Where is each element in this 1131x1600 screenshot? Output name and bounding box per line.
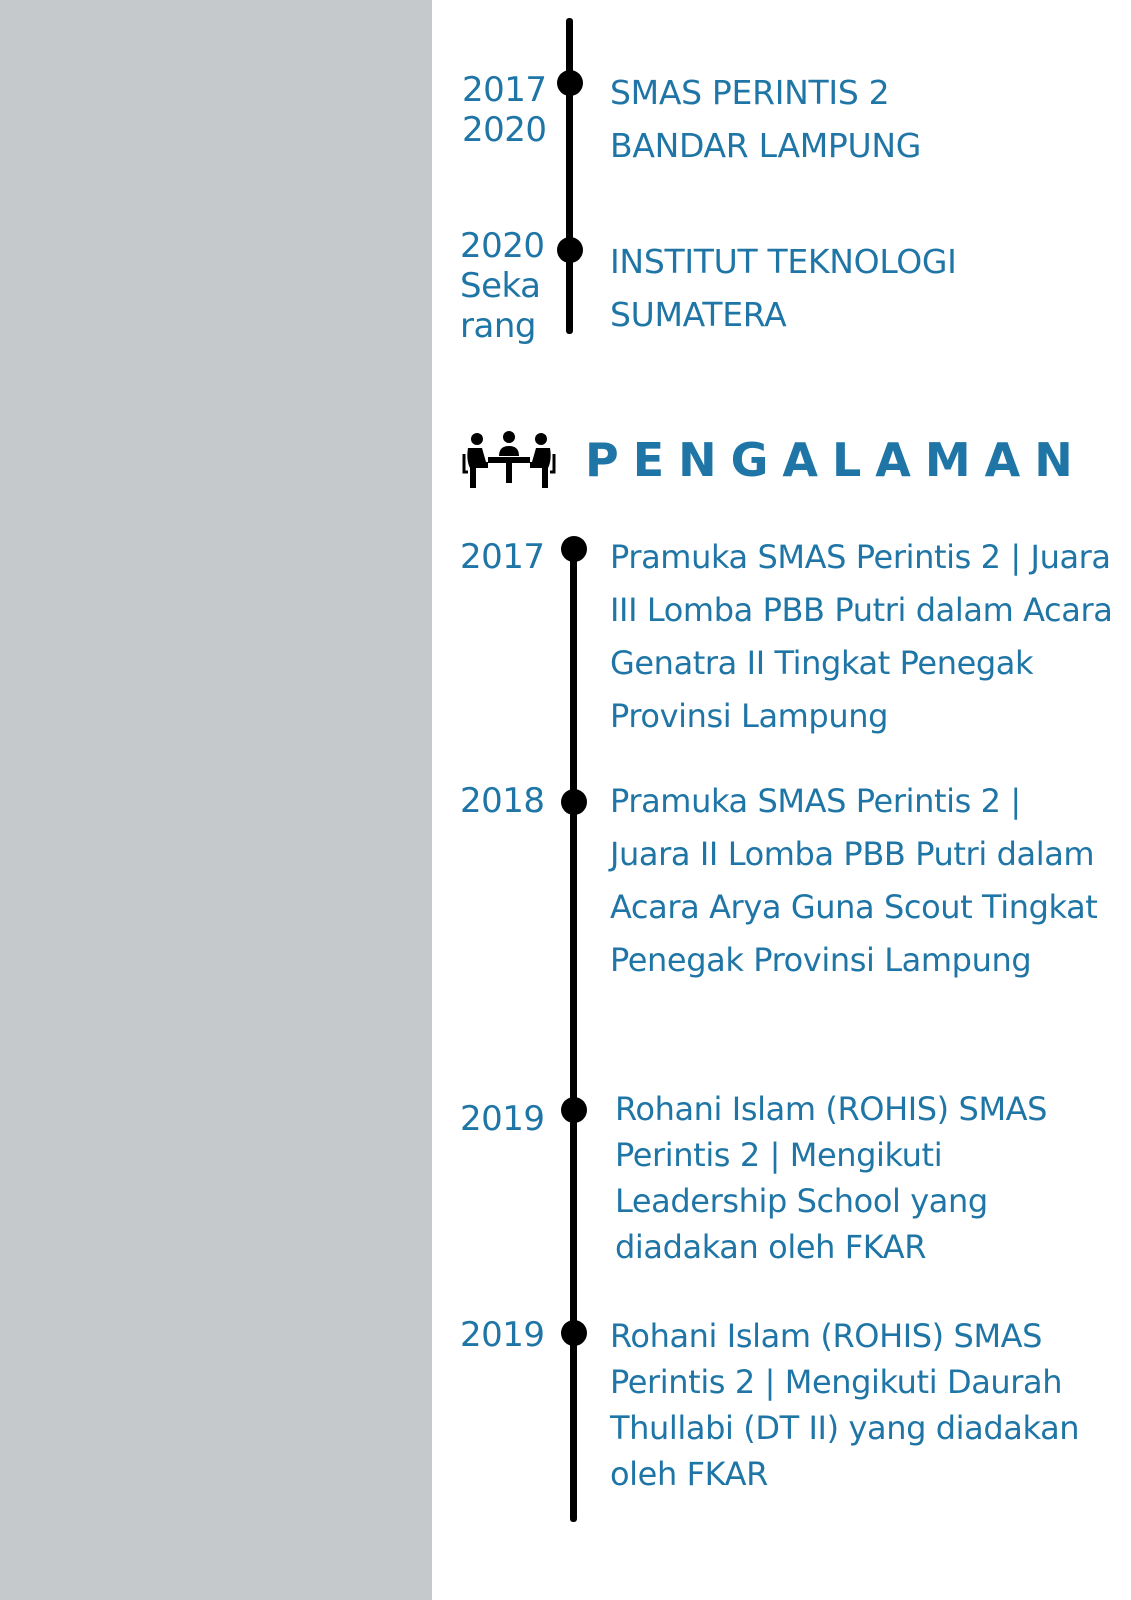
school-name-line: SUMATERA xyxy=(610,295,787,334)
experience-year: 2018 xyxy=(460,781,545,821)
school-name-line: SMAS PERINTIS 2 xyxy=(610,73,890,112)
experience-year: 2019 xyxy=(460,1315,545,1355)
experience-description: Pramuka SMAS Perintis 2 | Juara II Lomba PBB Putri dalam Acara Arya Guna Scout Tingkat Penegak Provinsi Lampung xyxy=(610,782,1098,979)
experience-year: 2017 xyxy=(460,537,545,577)
experience-timeline-dot xyxy=(561,536,587,562)
education-years xyxy=(460,226,545,346)
experience-timeline-dot xyxy=(561,1097,587,1123)
experience-heading: PENGALAMAN xyxy=(585,433,1087,487)
experience-description: Pramuka SMAS Perintis 2 | Juara III Lomba PBB Putri dalam Acara Genatra II Tingkat Penegak Provinsi Lampung xyxy=(610,538,1113,735)
experience-description: Rohani Islam (ROHIS) SMAS Perintis 2 | Mengikuti Leadership School yang diadakan oleh FKAR xyxy=(615,1090,1048,1266)
education-timeline-dot xyxy=(557,237,583,263)
education-year: Seka xyxy=(460,266,541,306)
education-timeline-dot xyxy=(557,70,583,96)
education-year: 2020 xyxy=(462,110,547,150)
experience-timeline-line xyxy=(570,540,577,1522)
education-year: 2017 xyxy=(462,70,547,110)
experience-year: 2019 xyxy=(460,1099,545,1139)
experience-timeline-dot xyxy=(561,789,587,815)
experience-description: Rohani Islam (ROHIS) SMAS Perintis 2 | Mengikuti Daurah Thullabi (DT II) yang diadakan oleh FKAR xyxy=(610,1317,1080,1493)
education-timeline-line xyxy=(566,18,573,334)
school-name-line: INSTITUT TEKNOLOGI xyxy=(610,242,957,281)
education-years xyxy=(462,70,547,150)
education-school xyxy=(610,235,957,341)
meeting-people-icon xyxy=(462,430,556,494)
school-name-line: BANDAR LAMPUNG xyxy=(610,126,922,165)
experience-timeline-dot xyxy=(561,1320,587,1346)
education-year: rang xyxy=(460,306,536,346)
education-school xyxy=(610,66,921,172)
education-year: 2020 xyxy=(460,226,545,266)
left-sidebar-panel xyxy=(0,0,432,1600)
